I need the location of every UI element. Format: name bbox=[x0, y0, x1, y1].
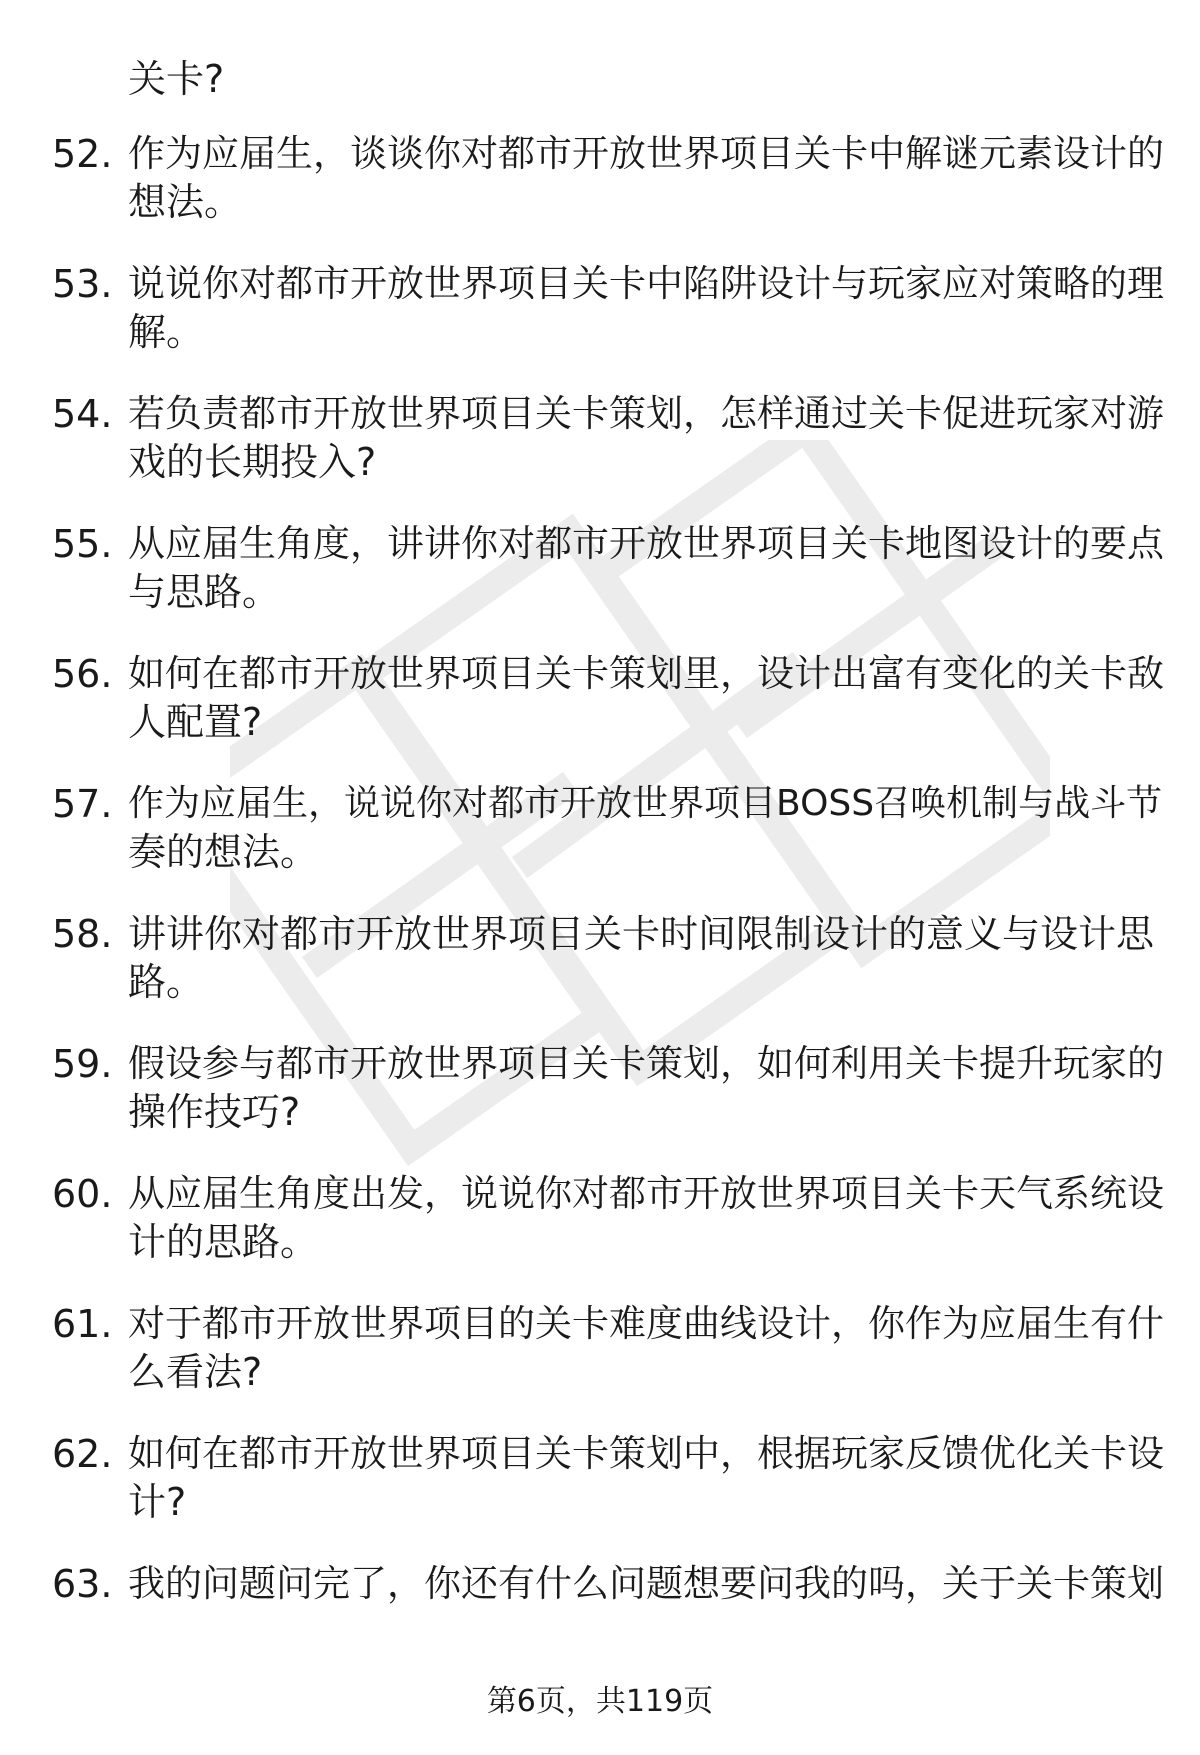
question-text-line1: 从应届生角度出发，说说你对都市开放世界项目关卡天气系统设 bbox=[128, 1172, 1164, 1215]
question-number: 63. bbox=[52, 1562, 113, 1606]
question-text-line1: 我的问题问完了，你还有什么问题想要问我的吗，关于关卡策划 bbox=[128, 1562, 1164, 1605]
question-text-line1: 如何在都市开放世界项目关卡策划中，根据玩家反馈优化关卡设 bbox=[128, 1432, 1164, 1475]
question-number: 62. bbox=[52, 1432, 113, 1476]
question-text-line1: 作为应届生，说说你对都市开放世界项目BOSS召唤机制与战斗节 bbox=[128, 783, 1163, 824]
question-text-line1: 若负责都市开放世界项目关卡策划，怎样通过关卡促进玩家对游 bbox=[128, 392, 1164, 435]
question-text-line2: 人配置? bbox=[128, 700, 263, 744]
question-number: 55. bbox=[52, 522, 113, 566]
question-text-line2: 戏的长期投入? bbox=[128, 440, 377, 484]
question-number: 58. bbox=[52, 912, 113, 956]
question-number: 60. bbox=[52, 1172, 113, 1216]
question-number: 52. bbox=[52, 132, 113, 176]
page-footer: 第6页，共119页 bbox=[486, 1684, 714, 1719]
question-text-line2: 想法。 bbox=[128, 180, 243, 224]
question-text-line1: 讲讲你对都市开放世界项目关卡时间限制设计的意义与设计思 bbox=[128, 912, 1155, 956]
question-number: 53. bbox=[52, 262, 113, 306]
question-text-line1: 从应届生角度，讲讲你对都市开放世界项目关卡地图设计的要点 bbox=[128, 522, 1164, 565]
question-text-line2: 路。 bbox=[128, 960, 205, 1004]
question-number: 54. bbox=[52, 392, 113, 436]
question-text-line2: 计的思路。 bbox=[128, 1220, 319, 1264]
question-text-line1: 假设参与都市开放世界项目关卡策划，如何利用关卡提升玩家的 bbox=[128, 1042, 1164, 1085]
question-number: 56. bbox=[52, 652, 113, 696]
question-text-line2: 解。 bbox=[128, 310, 205, 354]
question-text-line2: 与思路。 bbox=[128, 570, 281, 614]
question-text-line2: 么看法? bbox=[128, 1350, 263, 1394]
question-number: 57. bbox=[52, 782, 113, 826]
question-text-line2: 操作技巧? bbox=[128, 1090, 301, 1134]
question-text-line1: 如何在都市开放世界项目关卡策划里，设计出富有变化的关卡敌 bbox=[128, 652, 1164, 695]
question-text-line1: 说说你对都市开放世界项目关卡中陷阱设计与玩家应对策略的理 bbox=[128, 262, 1164, 305]
continuation-text: 关卡? bbox=[128, 57, 225, 101]
question-number: 59. bbox=[52, 1042, 113, 1086]
question-text-line2: 奏的想法。 bbox=[128, 830, 319, 874]
question-text-line1: 作为应届生，谈谈你对都市开放世界项目关卡中解谜元素设计的 bbox=[128, 132, 1164, 175]
question-number: 61. bbox=[52, 1302, 113, 1346]
question-text-line2: 计? bbox=[128, 1480, 187, 1524]
question-text-line1: 对于都市开放世界项目的关卡难度曲线设计，你作为应届生有什 bbox=[128, 1302, 1164, 1345]
